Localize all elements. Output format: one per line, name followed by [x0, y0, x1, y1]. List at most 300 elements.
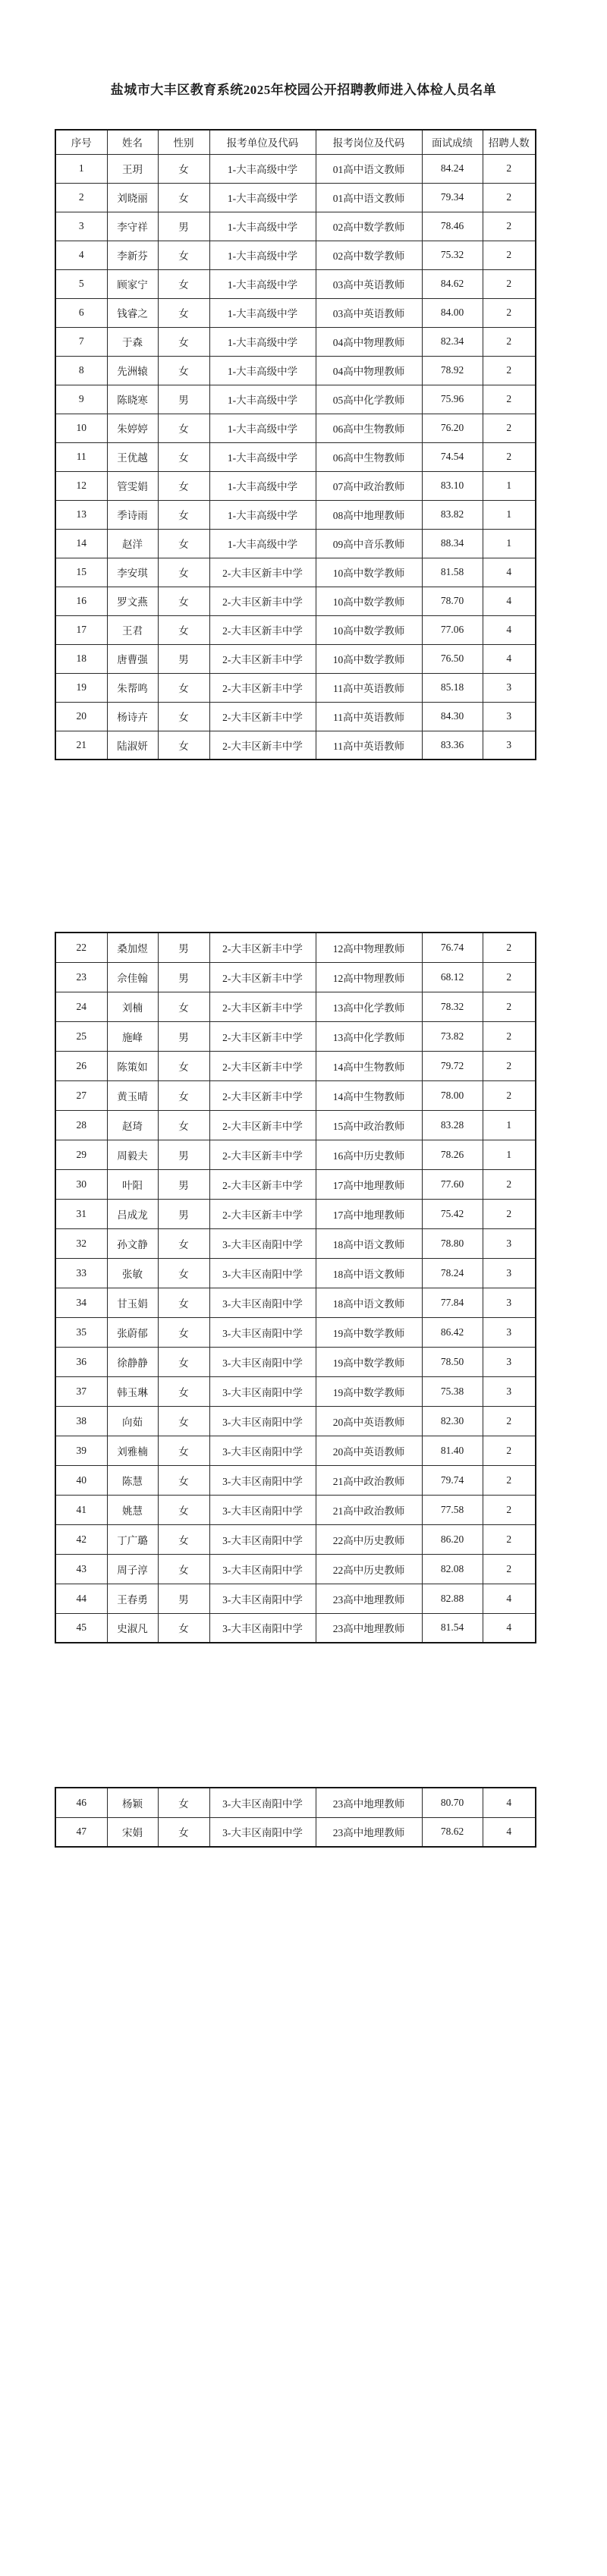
table-cell: 78.50 [422, 1347, 483, 1376]
table-cell: 4 [483, 1584, 536, 1613]
table-cell: 10高中数学教师 [316, 587, 422, 615]
table-cell: 3 [483, 731, 536, 760]
table-cell: 02高中数学教师 [316, 212, 422, 241]
table-cell: 15 [55, 558, 107, 587]
table-cell: 82.88 [422, 1584, 483, 1613]
table-row [55, 529, 536, 558]
table-cell: 7 [55, 327, 107, 356]
table-cell: 女 [158, 1258, 209, 1288]
table-cell: 1 [483, 1110, 536, 1140]
table-row [55, 1406, 536, 1436]
table-cell: 84.24 [422, 154, 483, 183]
table-cell: 27 [55, 1080, 107, 1110]
table-cell: 13高中化学教师 [316, 992, 422, 1021]
table-cell: 84.30 [422, 702, 483, 731]
column-header: 报考岗位及代码 [316, 130, 422, 154]
table-cell: 07高中政治教师 [316, 471, 422, 500]
table-cell: 女 [158, 1051, 209, 1080]
table-cell: 76.20 [422, 414, 483, 442]
table-cell: 26 [55, 1051, 107, 1080]
table-cell: 18 [55, 644, 107, 673]
table-cell: 13高中化学教师 [316, 1021, 422, 1051]
table-cell: 女 [158, 1288, 209, 1317]
table-cell: 4 [483, 1613, 536, 1643]
table-cell: 04高中物理教师 [316, 356, 422, 385]
table-cell: 男 [158, 1199, 209, 1228]
table-row [55, 1788, 536, 1817]
table-cell: 先洲辕 [107, 356, 158, 385]
table-cell: 10 [55, 414, 107, 442]
table-cell: 05高中化学教师 [316, 385, 422, 414]
table-cell: 2 [483, 933, 536, 962]
table-cell: 23高中地理教师 [316, 1613, 422, 1643]
table-cell: 杨颖 [107, 1788, 158, 1817]
table-cell: 08高中地理教师 [316, 500, 422, 529]
table-cell: 女 [158, 1317, 209, 1347]
table-cell: 3-大丰区南阳中学 [209, 1788, 316, 1817]
table-cell: 81.58 [422, 558, 483, 587]
table-cell: 9 [55, 385, 107, 414]
table-cell: 19高中数学教师 [316, 1347, 422, 1376]
table-cell: 77.60 [422, 1169, 483, 1199]
table-cell: 11高中英语教师 [316, 702, 422, 731]
table-cell: 姚慧 [107, 1495, 158, 1524]
table-cell: 22高中历史教师 [316, 1524, 422, 1554]
table-cell: 21高中政治教师 [316, 1495, 422, 1524]
table-cell: 2-大丰区新丰中学 [209, 992, 316, 1021]
table-cell: 1-大丰高级中学 [209, 500, 316, 529]
column-header: 招聘人数 [483, 130, 536, 154]
table-cell: 女 [158, 558, 209, 587]
table-cell: 10高中数学教师 [316, 558, 422, 587]
table-cell: 女 [158, 702, 209, 731]
table-cell: 42 [55, 1524, 107, 1554]
table-cell: 3-大丰区南阳中学 [209, 1817, 316, 1847]
table-cell: 11 [55, 442, 107, 471]
table-cell: 2 [483, 241, 536, 269]
table-cell: 1-大丰高级中学 [209, 442, 316, 471]
table-cell: 李守祥 [107, 212, 158, 241]
table-cell: 75.42 [422, 1199, 483, 1228]
table-cell: 女 [158, 529, 209, 558]
table-cell: 06高中生物教师 [316, 442, 422, 471]
table-cell: 03高中英语教师 [316, 269, 422, 298]
table-cell: 刘雅楠 [107, 1436, 158, 1465]
table-cell: 周毅夫 [107, 1140, 158, 1169]
table-cell: 4 [55, 241, 107, 269]
table-cell: 3-大丰区南阳中学 [209, 1613, 316, 1643]
table-cell: 31 [55, 1199, 107, 1228]
table-cell: 3-大丰区南阳中学 [209, 1317, 316, 1347]
table-cell: 17高中地理教师 [316, 1199, 422, 1228]
table-cell: 43 [55, 1554, 107, 1584]
table-cell: 4 [483, 1817, 536, 1847]
table-cell: 16高中历史教师 [316, 1140, 422, 1169]
table-cell: 78.92 [422, 356, 483, 385]
table-row [55, 702, 536, 731]
table-cell: 21高中政治教师 [316, 1465, 422, 1495]
table-row [55, 615, 536, 644]
table-row [55, 1228, 536, 1258]
table-cell: 46 [55, 1788, 107, 1817]
table-cell: 82.30 [422, 1406, 483, 1436]
table-cell: 佘佳翰 [107, 962, 158, 992]
table-cell: 73.82 [422, 1021, 483, 1051]
table-cell: 桑加煜 [107, 933, 158, 962]
table-cell: 33 [55, 1258, 107, 1288]
column-header: 序号 [55, 130, 107, 154]
table-row [55, 673, 536, 702]
table-cell: 17 [55, 615, 107, 644]
table-cell: 22高中历史教师 [316, 1554, 422, 1584]
table-cell: 张敏 [107, 1258, 158, 1288]
table-cell: 6 [55, 298, 107, 327]
table-cell: 36 [55, 1347, 107, 1376]
table-cell: 23高中地理教师 [316, 1817, 422, 1847]
table-cell: 75.96 [422, 385, 483, 414]
table-cell: 2 [483, 1051, 536, 1080]
table-row [55, 962, 536, 992]
table-cell: 唐曹强 [107, 644, 158, 673]
table-row [55, 1347, 536, 1376]
table-cell: 男 [158, 1584, 209, 1613]
table-cell: 女 [158, 414, 209, 442]
table-row [55, 644, 536, 673]
table-cell: 35 [55, 1317, 107, 1347]
table-cell: 3-大丰区南阳中学 [209, 1258, 316, 1288]
table-cell: 1-大丰高级中学 [209, 471, 316, 500]
column-header: 报考单位及代码 [209, 130, 316, 154]
table-row [55, 1080, 536, 1110]
table-row [55, 385, 536, 414]
table-cell: 4 [483, 558, 536, 587]
table-cell: 1-大丰高级中学 [209, 385, 316, 414]
table-cell: 1 [483, 500, 536, 529]
table-cell: 女 [158, 615, 209, 644]
table-row [55, 1554, 536, 1584]
table-cell: 83.28 [422, 1110, 483, 1140]
table-cell: 82.08 [422, 1554, 483, 1584]
table-cell: 杨诗卉 [107, 702, 158, 731]
table-cell: 女 [158, 587, 209, 615]
table-cell: 8 [55, 356, 107, 385]
table-cell: 3-大丰区南阳中学 [209, 1436, 316, 1465]
table-cell: 罗文燕 [107, 587, 158, 615]
column-header: 姓名 [107, 130, 158, 154]
table-cell: 84.00 [422, 298, 483, 327]
table-cell: 男 [158, 933, 209, 962]
table-cell: 47 [55, 1817, 107, 1847]
table-cell: 38 [55, 1406, 107, 1436]
table-cell: 76.50 [422, 644, 483, 673]
table-cell: 1 [55, 154, 107, 183]
table-cell: 04高中物理教师 [316, 327, 422, 356]
table-row [55, 500, 536, 529]
table-cell: 5 [55, 269, 107, 298]
table-cell: 2-大丰区新丰中学 [209, 1080, 316, 1110]
column-header: 面试成绩 [422, 130, 483, 154]
table-cell: 3-大丰区南阳中学 [209, 1406, 316, 1436]
table-cell: 刘晓丽 [107, 183, 158, 212]
table-cell: 陆淑妍 [107, 731, 158, 760]
table-cell: 20高中英语教师 [316, 1406, 422, 1436]
table-cell: 12 [55, 471, 107, 500]
table-cell: 女 [158, 1347, 209, 1376]
table-cell: 15高中政治教师 [316, 1110, 422, 1140]
table-cell: 女 [158, 731, 209, 760]
table-cell: 3 [483, 1376, 536, 1406]
table-cell: 女 [158, 1465, 209, 1495]
table-cell: 吕成龙 [107, 1199, 158, 1228]
table-cell: 周子淳 [107, 1554, 158, 1584]
header-row [55, 130, 536, 154]
table-cell: 季诗雨 [107, 500, 158, 529]
table-cell: 1-大丰高级中学 [209, 414, 316, 442]
table-row [55, 356, 536, 385]
table-row [55, 442, 536, 471]
table-cell: 78.46 [422, 212, 483, 241]
table-cell: 女 [158, 992, 209, 1021]
table-cell: 14高中生物教师 [316, 1080, 422, 1110]
table-cell: 1-大丰高级中学 [209, 154, 316, 183]
table-cell: 向茹 [107, 1406, 158, 1436]
table-cell: 1 [483, 471, 536, 500]
table-row [55, 1169, 536, 1199]
table-cell: 1-大丰高级中学 [209, 241, 316, 269]
table-row [55, 1110, 536, 1140]
table-row [55, 1051, 536, 1080]
table-cell: 2-大丰区新丰中学 [209, 558, 316, 587]
table-row [55, 1495, 536, 1524]
table-cell: 25 [55, 1021, 107, 1051]
table-cell: 王春勇 [107, 1584, 158, 1613]
table-cell: 86.42 [422, 1317, 483, 1347]
table-cell: 2-大丰区新丰中学 [209, 1140, 316, 1169]
table-cell: 女 [158, 298, 209, 327]
table-cell: 18高中语文教师 [316, 1228, 422, 1258]
table-cell: 77.84 [422, 1288, 483, 1317]
table-cell: 20 [55, 702, 107, 731]
table-cell: 19高中数学教师 [316, 1317, 422, 1347]
table-row [55, 1021, 536, 1051]
table-cell: 女 [158, 183, 209, 212]
table-cell: 45 [55, 1613, 107, 1643]
table-cell: 30 [55, 1169, 107, 1199]
table-cell: 女 [158, 269, 209, 298]
table-cell: 2 [483, 1021, 536, 1051]
table-cell: 84.62 [422, 269, 483, 298]
table-cell: 管雯娟 [107, 471, 158, 500]
table-cell: 3 [483, 702, 536, 731]
table-cell: 王优越 [107, 442, 158, 471]
table-cell: 82.34 [422, 327, 483, 356]
table-cell: 2 [55, 183, 107, 212]
table-cell: 2 [483, 962, 536, 992]
table-cell: 18高中语文教师 [316, 1288, 422, 1317]
table-cell: 17高中地理教师 [316, 1169, 422, 1199]
table-cell: 2 [483, 327, 536, 356]
table-cell: 女 [158, 241, 209, 269]
table-cell: 75.38 [422, 1376, 483, 1406]
table-cell: 37 [55, 1376, 107, 1406]
table-cell: 3-大丰区南阳中学 [209, 1288, 316, 1317]
table-cell: 丁广璐 [107, 1524, 158, 1554]
table-cell: 2-大丰区新丰中学 [209, 673, 316, 702]
table-cell: 09高中音乐教师 [316, 529, 422, 558]
table-cell: 2 [483, 1199, 536, 1228]
table-cell: 宋娟 [107, 1817, 158, 1847]
table-cell: 王玥 [107, 154, 158, 183]
table-row [55, 471, 536, 500]
table-row [55, 1613, 536, 1643]
table-cell: 2-大丰区新丰中学 [209, 1199, 316, 1228]
table-cell: 2 [483, 1524, 536, 1554]
table-cell: 甘玉娟 [107, 1288, 158, 1317]
table-cell: 女 [158, 673, 209, 702]
table-cell: 41 [55, 1495, 107, 1524]
table-cell: 女 [158, 1817, 209, 1847]
table-cell: 男 [158, 1140, 209, 1169]
table-row [55, 1288, 536, 1317]
table-cell: 3 [483, 1258, 536, 1288]
table-cell: 2-大丰区新丰中学 [209, 644, 316, 673]
table-cell: 11高中英语教师 [316, 731, 422, 760]
table-cell: 1-大丰高级中学 [209, 183, 316, 212]
table-cell: 1-大丰高级中学 [209, 298, 316, 327]
table-cell: 男 [158, 385, 209, 414]
table-cell: 男 [158, 1021, 209, 1051]
table-cell: 张蔚郁 [107, 1317, 158, 1347]
table-cell: 2-大丰区新丰中学 [209, 1051, 316, 1080]
table-cell: 2 [483, 992, 536, 1021]
table-row [55, 1465, 536, 1495]
table-cell: 钱睿之 [107, 298, 158, 327]
table-row [55, 558, 536, 587]
table-cell: 女 [158, 1376, 209, 1406]
table-cell: 2 [483, 1406, 536, 1436]
table-cell: 男 [158, 1169, 209, 1199]
table-cell: 06高中生物教师 [316, 414, 422, 442]
table-cell: 02高中数学教师 [316, 241, 422, 269]
table-cell: 79.74 [422, 1465, 483, 1495]
table-cell: 女 [158, 1228, 209, 1258]
table-cell: 39 [55, 1436, 107, 1465]
table-cell: 李新芬 [107, 241, 158, 269]
table-cell: 3 [483, 1347, 536, 1376]
table-cell: 32 [55, 1228, 107, 1258]
table-cell: 78.32 [422, 992, 483, 1021]
table-cell: 24 [55, 992, 107, 1021]
table-cell: 赵琦 [107, 1110, 158, 1140]
table-cell: 女 [158, 356, 209, 385]
table-cell: 16 [55, 587, 107, 615]
table-cell: 3 [483, 1228, 536, 1258]
table-cell: 1 [483, 1140, 536, 1169]
page-title: 盐城市大丰区教育系统2025年校园公开招聘教师进入体检人员名单 [110, 83, 497, 97]
table-cell: 2 [483, 1436, 536, 1465]
table-cell: 10高中数学教师 [316, 615, 422, 644]
table-cell: 2 [483, 1169, 536, 1199]
table-row [55, 154, 536, 183]
table-cell: 14高中生物教师 [316, 1051, 422, 1080]
table-cell: 2 [483, 154, 536, 183]
table-cell: 2 [483, 1465, 536, 1495]
table-cell: 徐静静 [107, 1347, 158, 1376]
table-row [55, 1817, 536, 1847]
table-cell: 2 [483, 1495, 536, 1524]
table-cell: 23高中地理教师 [316, 1584, 422, 1613]
table-cell: 2 [483, 212, 536, 241]
table-cell: 顾家宁 [107, 269, 158, 298]
table-cell: 于森 [107, 327, 158, 356]
table-cell: 陈慧 [107, 1465, 158, 1495]
table-cell: 78.62 [422, 1817, 483, 1847]
table-row [55, 1436, 536, 1465]
table-cell: 76.74 [422, 933, 483, 962]
table-row [55, 241, 536, 269]
table-cell: 3 [483, 673, 536, 702]
table-row [55, 298, 536, 327]
table-row [55, 1140, 536, 1169]
roster-table-page-2 [55, 932, 536, 1643]
table-row [55, 1317, 536, 1347]
table-cell: 21 [55, 731, 107, 760]
table-cell: 女 [158, 1788, 209, 1817]
table-cell: 2 [483, 269, 536, 298]
table-cell: 34 [55, 1288, 107, 1317]
table-cell: 68.12 [422, 962, 483, 992]
table-cell: 77.58 [422, 1495, 483, 1524]
table-cell: 4 [483, 644, 536, 673]
table-row [55, 1524, 536, 1554]
table-row [55, 414, 536, 442]
table-cell: 3-大丰区南阳中学 [209, 1465, 316, 1495]
table-cell: 3-大丰区南阳中学 [209, 1347, 316, 1376]
table-cell: 14 [55, 529, 107, 558]
table-cell: 29 [55, 1140, 107, 1169]
column-header: 性别 [158, 130, 209, 154]
table-cell: 40 [55, 1465, 107, 1495]
table-cell: 女 [158, 500, 209, 529]
table-row [55, 1199, 536, 1228]
table-cell: 13 [55, 500, 107, 529]
table-cell: 44 [55, 1584, 107, 1613]
table-cell: 女 [158, 1080, 209, 1110]
table-cell: 女 [158, 1436, 209, 1465]
table-cell: 03高中英语教师 [316, 298, 422, 327]
table-row [55, 731, 536, 760]
table-cell: 女 [158, 471, 209, 500]
table-cell: 10高中数学教师 [316, 644, 422, 673]
table-cell: 79.72 [422, 1051, 483, 1080]
table-cell: 83.36 [422, 731, 483, 760]
table-cell: 李安琪 [107, 558, 158, 587]
table-cell: 19高中数学教师 [316, 1376, 422, 1406]
table-cell: 2-大丰区新丰中学 [209, 1021, 316, 1051]
table-cell: 2 [483, 183, 536, 212]
table-cell: 3-大丰区南阳中学 [209, 1376, 316, 1406]
table-row [55, 327, 536, 356]
table-cell: 2-大丰区新丰中学 [209, 731, 316, 760]
table-cell: 88.34 [422, 529, 483, 558]
table-cell: 女 [158, 327, 209, 356]
table-cell: 28 [55, 1110, 107, 1140]
table-cell: 2 [483, 1554, 536, 1584]
table-cell: 3-大丰区南阳中学 [209, 1495, 316, 1524]
table-cell: 3-大丰区南阳中学 [209, 1228, 316, 1258]
table-cell: 12高中物理教师 [316, 962, 422, 992]
table-cell: 2-大丰区新丰中学 [209, 1110, 316, 1140]
